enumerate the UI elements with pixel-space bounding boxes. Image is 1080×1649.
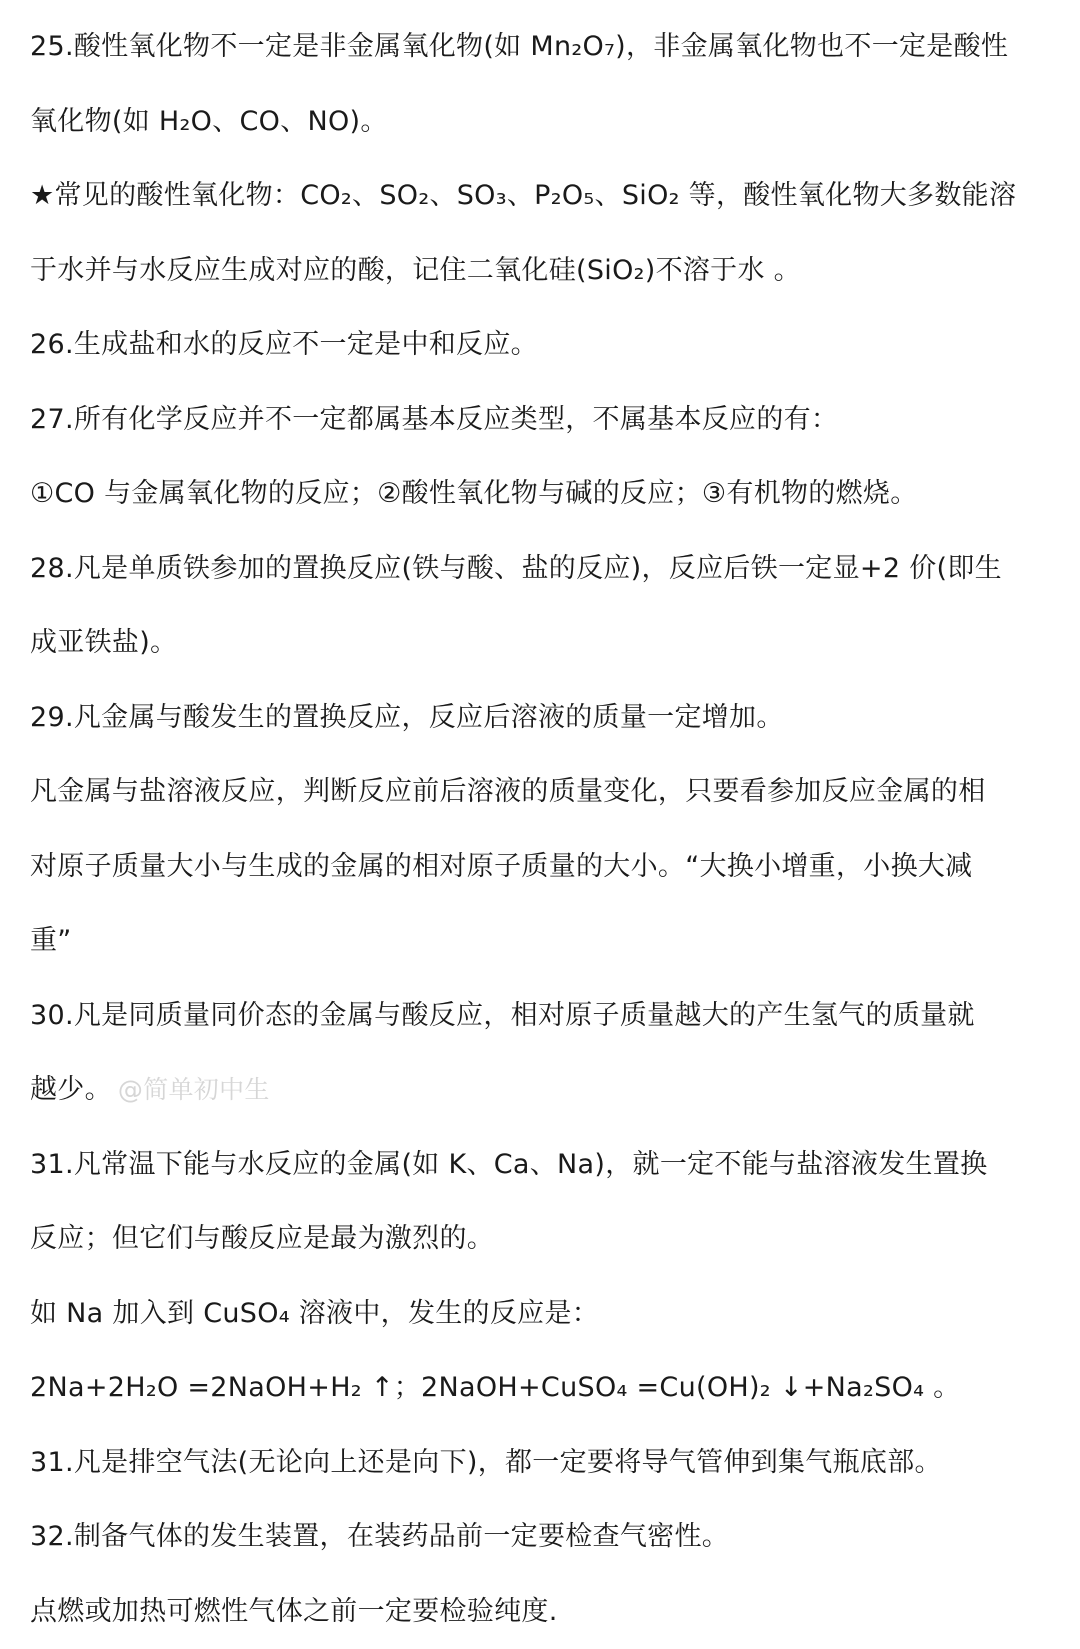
text-line-31b: 反应；但它们与酸反应是最为激烈的。 bbox=[30, 1202, 1054, 1277]
text-line-29d: 重” bbox=[30, 904, 1054, 979]
text-line-equation: 2Na+2H₂O =2NaOH+H₂ ↑；2NaOH+CuSO₄ =Cu(OH)₂ ↓+Na₂SO₄ 。 bbox=[30, 1351, 1054, 1426]
text-line-30a: 30.凡是同质量同价态的金属与酸反应，相对原子质量越大的产生氢气的质量就 bbox=[30, 979, 1054, 1054]
text-line-29a: 29.凡金属与酸发生的置换反应，反应后溶液的质量一定增加。 bbox=[30, 681, 1054, 756]
text-line-star-a: ★常见的酸性氧化物：CO₂、SO₂、SO₃、P₂O₅、SiO₂ 等，酸性氧化物大多数能溶 bbox=[30, 159, 1054, 234]
text-line-28a: 28.凡是单质铁参加的置换反应(铁与酸、盐的反应)，反应后铁一定显+2 价(即生 bbox=[30, 532, 1054, 607]
text-line-28b: 成亚铁盐)。 bbox=[30, 606, 1054, 681]
text-line-26: 26.生成盐和水的反应不一定是中和反应。 bbox=[30, 308, 1054, 383]
text-line-30b-text: 越少。 bbox=[30, 1074, 112, 1105]
text-line-32b: 点燃或加热可燃性气体之前一定要检验纯度. bbox=[30, 1575, 1054, 1649]
text-line-25a: 25.酸性氧化物不一定是非金属氧化物(如 Mn₂O₇)，非金属氧化物也不一定是酸性 bbox=[30, 10, 1054, 85]
text-line-25b: 氧化物(如 H₂O、CO、NO)。 bbox=[30, 85, 1054, 160]
text-line-star-b: 于水并与水反应生成对应的酸，记住二氧化硅(SiO₂)不溶于水 。 bbox=[30, 234, 1054, 309]
text-line-32a: 32.制备气体的发生装置，在装药品前一定要检查气密性。 bbox=[30, 1500, 1054, 1575]
text-line-27a: 27.所有化学反应并不一定都属基本反应类型，不属基本反应的有： bbox=[30, 383, 1054, 458]
text-line-29c: 对原子质量大小与生成的金属的相对原子质量的大小。“大换小增重，小换大减 bbox=[30, 830, 1054, 905]
text-line-29b: 凡金属与盐溶液反应，判断反应前后溶液的质量变化，只要看参加反应金属的相 bbox=[30, 755, 1054, 830]
text-line-27b: ①CO 与金属氧化物的反应；②酸性氧化物与碱的反应；③有机物的燃烧。 bbox=[30, 457, 1054, 532]
watermark: @简单初中生 bbox=[118, 1075, 270, 1104]
text-line-31c: 如 Na 加入到 CuSO₄ 溶液中，发生的反应是： bbox=[30, 1277, 1054, 1352]
text-line-31d: 31.凡是排空气法(无论向上还是向下)，都一定要将导气管伸到集气瓶底部。 bbox=[30, 1426, 1054, 1501]
text-line-31a: 31.凡常温下能与水反应的金属(如 K、Ca、Na)，就一定不能与盐溶液发生置换 bbox=[30, 1128, 1054, 1203]
text-line-30b bbox=[30, 1053, 1054, 1128]
